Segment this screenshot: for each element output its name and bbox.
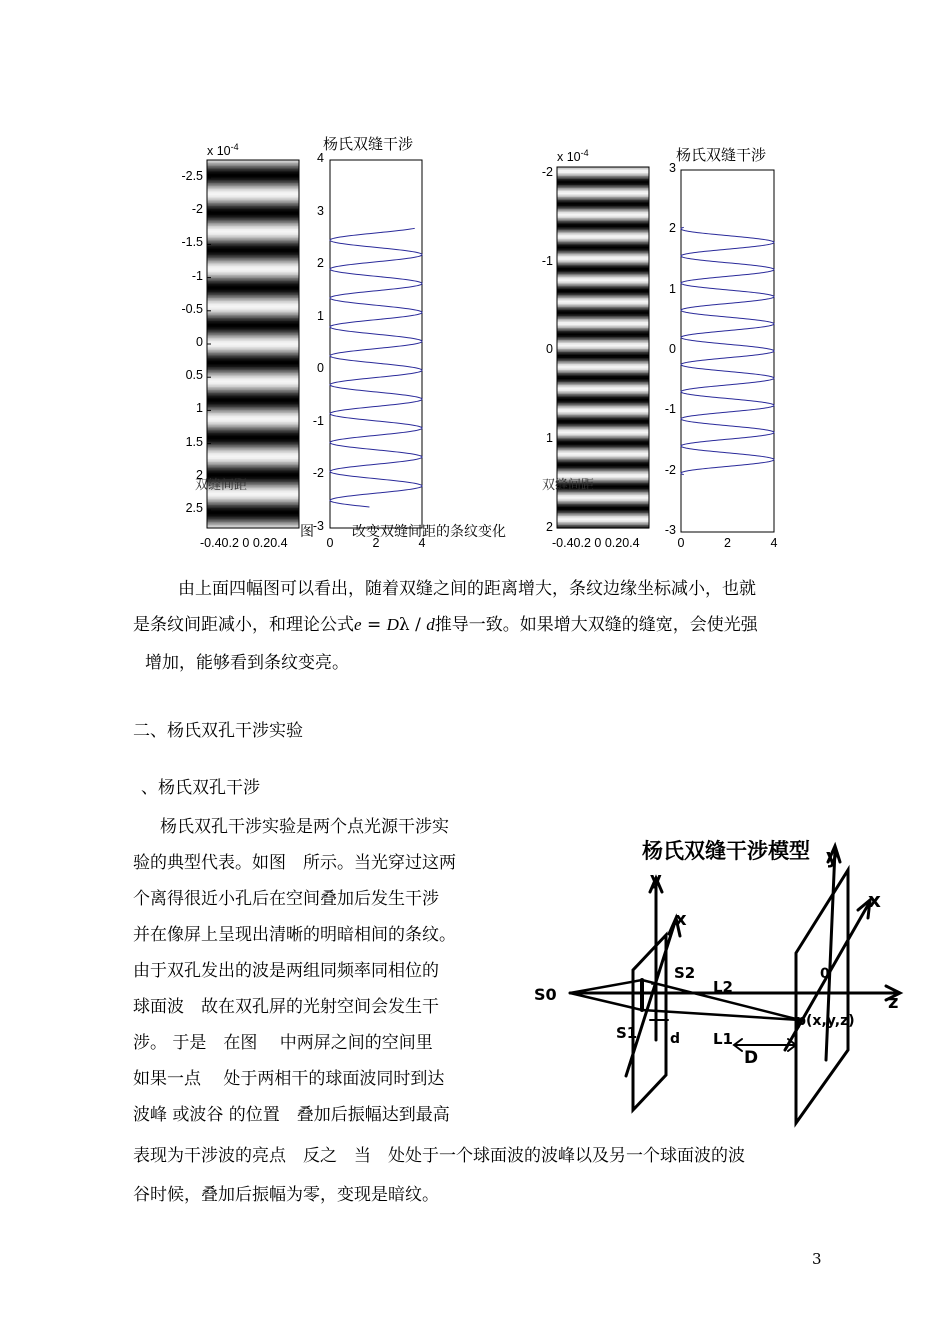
para2-line: 验的典型代表。如图 所示。当光穿过这两	[133, 853, 456, 873]
para2-line: 由于双孔发出的波是两组同频率同相位的	[133, 961, 439, 981]
label-one: 1	[650, 981, 659, 995]
right-curve-y-tick: -3	[664, 523, 676, 537]
right-scale-label: x $10^{-4}$	[557, 148, 589, 165]
left-curve-y-tick: -1	[312, 413, 324, 428]
para2-line: 球面波 故在双孔屏的光射空间会发生干	[133, 997, 439, 1017]
left-curve-x-tick: 2	[372, 536, 380, 550]
label-p: p(x,y,z)	[796, 1013, 855, 1029]
left-curve-x-tick: 4	[418, 536, 426, 550]
right-curve-x-tick: 4	[770, 536, 778, 550]
left-y-tick: -0.5	[181, 301, 203, 316]
para2-line: 如果一点 处于两相干的球面波同时到达	[133, 1069, 445, 1089]
left-curve-y-tick: -2	[312, 466, 324, 481]
right-curve-x-tick: 0	[677, 536, 685, 550]
right-y-tick: -1	[541, 253, 553, 268]
left-curve-y-tick: 4	[317, 151, 324, 165]
para2-tail-line: 表现为干涉波的亮点 反之 当 处处于一个球面波的波峰以及另一个球面波的波	[133, 1146, 745, 1166]
left-y-tick: -2.5	[181, 169, 203, 183]
label-x-left: x	[675, 909, 687, 930]
right-y-tick: 0	[546, 342, 553, 357]
label-d-big: D	[744, 1048, 759, 1068]
left-curve-y-tick: 2	[317, 256, 324, 271]
para1-line1: 由上面四幅图可以看出，随着双缝之间的距离增大，条纹边缘坐标减小，也就	[178, 579, 756, 599]
label-s1: S1	[616, 1024, 638, 1042]
para2-line: 并在像屏上呈现出清晰的明暗相间的条纹。	[133, 925, 456, 945]
left-curve-frame	[330, 160, 422, 528]
right-curve-title: 杨氏双缝干涉	[676, 146, 767, 164]
right-curve-y-tick: -2	[664, 462, 676, 477]
left-x-ticks: -0.40.2 0 0.20.4	[200, 536, 288, 550]
para2-line: 杨氏双孔干涉实验是两个点光源干涉实	[160, 817, 449, 837]
label-z: z	[888, 992, 899, 1013]
right-y-tick: 2	[546, 519, 553, 534]
figure-caption-prefix: 图	[300, 524, 314, 540]
left-y-tick: -2	[191, 202, 203, 217]
left-curve-y-tick: 1	[317, 308, 324, 323]
para2-line: 个离得很近小孔后在空间叠加后发生干涉	[133, 889, 439, 909]
para2-line: 涉。 于是 在图 中两屏之间的空间里	[133, 1033, 433, 1053]
para1-line2: 是条纹间距减小，和理论公式e = Dλ / d推导一致。如果增大双缝的缝宽，会使光强	[133, 615, 758, 635]
para2-tail-line: 谷时候，叠加后振幅为零，变现是暗纹。	[133, 1185, 439, 1205]
left-overlay-label: 双缝间距	[195, 478, 248, 493]
left-curve-y-tick: 0	[317, 361, 324, 376]
left-scale-label: x $10^{-4}$	[207, 142, 239, 159]
right-curve-y-tick: 2	[669, 221, 676, 236]
right-curve-y-tick: 1	[669, 281, 676, 296]
label-s2: S2	[674, 964, 696, 982]
label-o: 0	[820, 966, 830, 982]
right-y-tick: 1	[546, 431, 553, 446]
left-curve-x-tick: 0	[326, 536, 334, 550]
para1-line3: 增加，能够看到条纹变亮。	[145, 653, 349, 673]
label-l2: L2	[713, 978, 733, 996]
section-heading: 二、杨氏双孔干涉实验	[133, 721, 303, 741]
right-curve-frame	[681, 170, 774, 532]
left-y-tick: 2	[196, 467, 203, 482]
para2-line: 波峰 或波谷 的位置 叠加后振幅达到最高	[133, 1105, 450, 1125]
left-y-tick: -1	[191, 268, 203, 283]
label-y-left: y	[650, 869, 662, 890]
left-y-tick: 0.5	[185, 368, 203, 383]
figure-caption: 改变双缝间距的条纹变化	[352, 524, 506, 540]
model-title: 杨氏双缝干涉模型	[642, 839, 810, 863]
left-y-tick: -1.5	[181, 235, 203, 250]
sub-heading: 、杨氏双孔干涉	[141, 778, 260, 798]
model-diagram	[530, 830, 920, 1130]
left-y-tick: 1.5	[185, 434, 203, 449]
right-x-ticks: -0.40.2 0 0.20.4	[552, 536, 640, 550]
right-curve-y-tick: -1	[664, 402, 676, 417]
left-curve-y-tick: -3	[312, 519, 324, 533]
label-x-right: x	[868, 888, 881, 912]
label-l1: L1	[713, 1030, 733, 1048]
screen-plane	[796, 870, 848, 1123]
right-curve-x-tick: 2	[724, 536, 731, 550]
left-curve-title: 杨氏双缝干涉	[323, 135, 414, 153]
right-curve-y-tick: 3	[669, 161, 676, 175]
label-y-right: y	[826, 844, 840, 868]
right-y-tick: -2	[541, 165, 553, 179]
right-curve-y-tick: 0	[669, 342, 676, 356]
left-y-tick: 2.5	[185, 501, 203, 515]
label-d-small: d	[670, 1031, 681, 1047]
page-number: 3	[812, 1250, 822, 1268]
left-y-tick: 0	[196, 335, 203, 349]
right-overlay-label: 双缝间距	[542, 478, 595, 493]
label-s0: S0	[534, 985, 557, 1004]
left-curve-y-tick: 3	[317, 203, 324, 218]
left-y-tick: 1	[196, 401, 203, 416]
